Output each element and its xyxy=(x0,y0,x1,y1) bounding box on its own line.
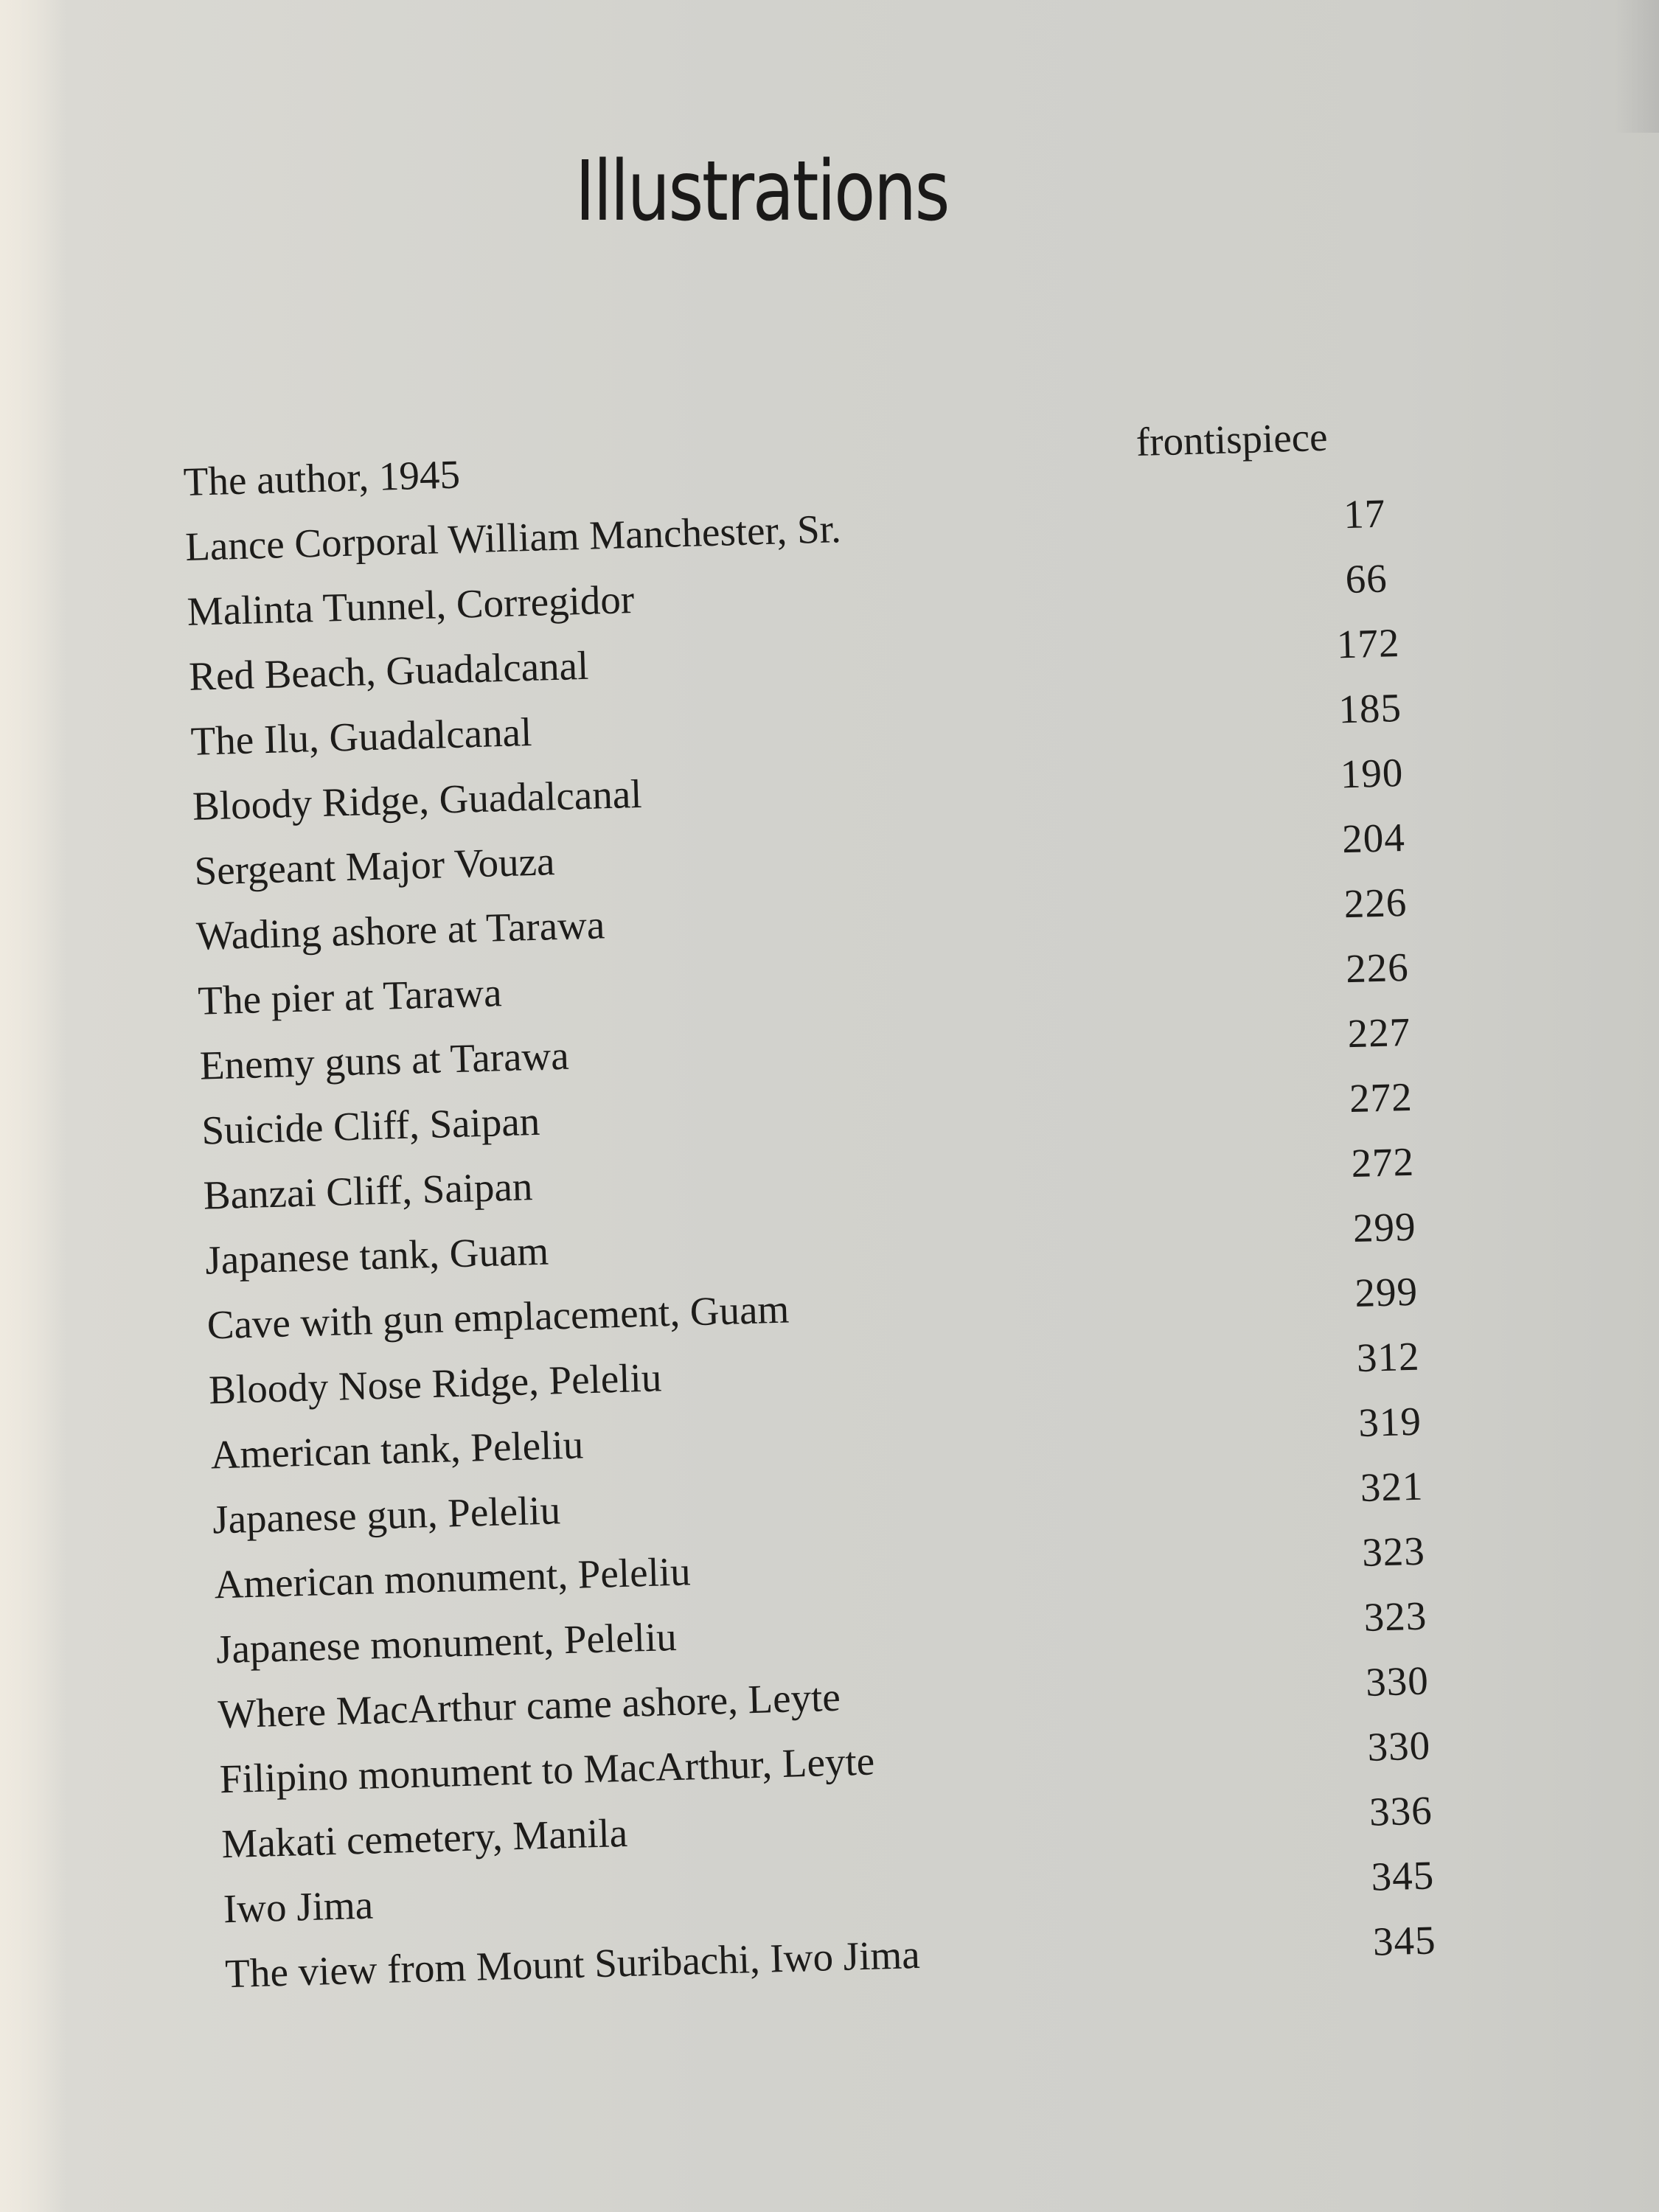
page-number: 312 xyxy=(1356,1333,1421,1381)
page-number: 272 xyxy=(1350,1138,1415,1186)
illustration-caption: Japanese tank, Guam xyxy=(204,1228,549,1283)
page-gutter-shadow xyxy=(0,0,66,2212)
page-number: 172 xyxy=(1336,620,1401,667)
illustration-caption: Filipino monument to MacArthur, Leyte xyxy=(219,1738,875,1802)
page-number: 345 xyxy=(1370,1852,1435,1899)
page-number: 323 xyxy=(1361,1528,1426,1575)
page-number: 330 xyxy=(1366,1722,1431,1770)
page-number: 272 xyxy=(1349,1074,1413,1121)
page-number: 226 xyxy=(1343,879,1408,927)
illustration-caption: Bloody Nose Ridge, Peleliu xyxy=(208,1354,663,1413)
illustration-caption: Japanese gun, Peleliu xyxy=(212,1487,561,1543)
page-number: 66 xyxy=(1344,555,1388,602)
page-number: 227 xyxy=(1346,1009,1411,1057)
illustration-caption: American tank, Peleliu xyxy=(209,1422,584,1478)
page-number xyxy=(1267,460,1459,465)
page-number: 321 xyxy=(1359,1463,1425,1510)
page-number: 345 xyxy=(1372,1917,1437,1964)
illustration-caption: Banzai Cliff, Saipan xyxy=(203,1164,534,1218)
illustration-caption: The view from Mount Suribachi, Iwo Jima xyxy=(224,1931,921,1997)
page-number: 185 xyxy=(1338,684,1402,732)
illustration-caption: Malinta Tunnel, Corregidor xyxy=(186,576,635,634)
page-number: 336 xyxy=(1368,1787,1433,1834)
illustration-caption: Sergeant Major Vouza xyxy=(193,838,556,894)
illustration-caption: Japanese monument, Peleliu xyxy=(215,1613,678,1672)
page-number: 299 xyxy=(1354,1268,1419,1316)
page-number: 226 xyxy=(1345,944,1410,992)
illustrations-list xyxy=(183,422,1553,2015)
page-number: 330 xyxy=(1365,1658,1430,1705)
illustration-caption: The author, 1945 xyxy=(183,451,461,504)
page-number: 190 xyxy=(1339,749,1405,797)
illustration-caption: Cave with gun emplacement, Guam xyxy=(206,1286,790,1348)
frontispiece-label: frontispiece xyxy=(1135,414,1329,465)
page-number: 323 xyxy=(1363,1593,1428,1640)
illustration-caption: Suicide Cliff, Saipan xyxy=(201,1098,540,1153)
page-number: 204 xyxy=(1341,814,1406,862)
illustration-caption: The pier at Tarawa xyxy=(197,970,503,1023)
page-number: 299 xyxy=(1352,1203,1417,1251)
page-corner-shadow xyxy=(1615,0,1659,133)
illustration-caption: Enemy guns at Tarawa xyxy=(199,1032,570,1088)
illustration-caption: Bloody Ridge, Guadalcanal xyxy=(192,771,643,829)
illustration-caption: Makati cemetery, Manila xyxy=(220,1809,628,1867)
illustration-caption: Iwo Jima xyxy=(223,1882,374,1932)
illustration-caption: Red Beach, Guadalcanal xyxy=(188,642,590,699)
page-number: 17 xyxy=(1343,490,1387,538)
illustration-caption: Lance Corporal William Manchester, Sr. xyxy=(184,506,842,569)
illustration-caption: Wading ashore at Tarawa xyxy=(195,902,605,959)
page-number: 319 xyxy=(1357,1398,1422,1445)
illustration-caption: Where MacArthur came ashore, Leyte xyxy=(217,1674,841,1737)
illustration-caption: The Ilu, Guadalcanal xyxy=(189,709,533,764)
page-title: Illustrations xyxy=(575,144,949,240)
illustration-caption: American monument, Peleliu xyxy=(213,1548,692,1607)
